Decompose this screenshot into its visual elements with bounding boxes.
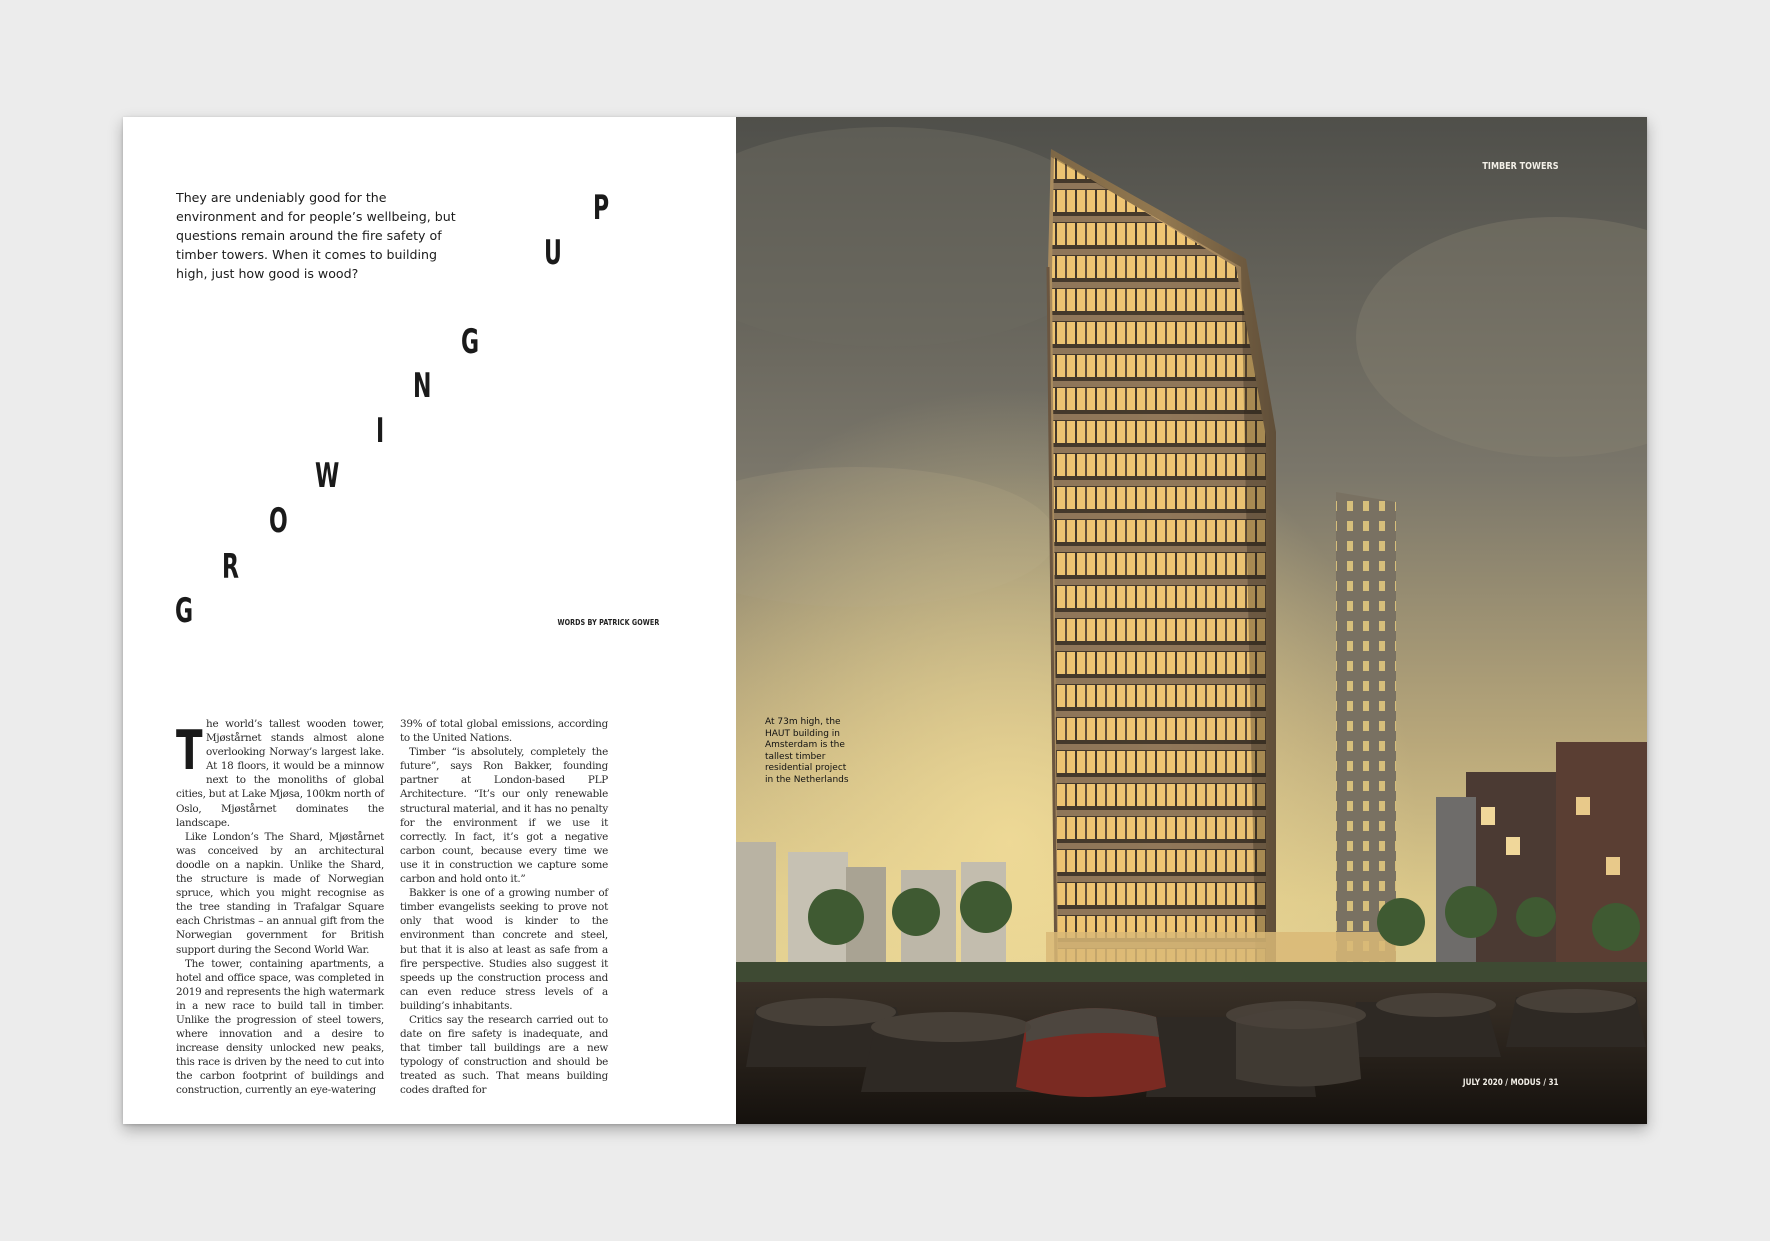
body-paragraph: 39% of total global emissions, according to the United Nations. xyxy=(400,718,608,745)
building-photo xyxy=(736,117,1647,1124)
headline-letter: G xyxy=(175,591,194,631)
magazine-spread xyxy=(123,117,1647,1124)
headline-letter: P xyxy=(593,188,610,228)
body-paragraph: Bakker is one of a growing number of timber evangelists seeking to prove not only that wood is kinder to the environment than concrete and steel, but that it is also at least as safe from a fire perspective. Studies also suggest it speeds up the construction process and can even reduce stress levels of a building’s inhabitants. xyxy=(400,887,608,1012)
body-paragraph: Like London’s The Shard, Mjøstårnet was conceived by an architectural doodle on a napkin. Unlike the Shard, the structure is made of Norwegian spruce, which you might recognise as the tree standing in Trafalgar Square each Christmas – an annual gift from the Norwegian government for British support during the Second World War. xyxy=(176,830,384,956)
section-tag: TIMBER TOWERS xyxy=(1482,161,1559,172)
body-column-1 xyxy=(176,717,384,1098)
body-paragraph: Timber “is absolutely, completely the future”, says Ron Bakker, founding partner at London-based PLP Architecture. “It’s our only renewable structural material, and it has no penalty for the environment if we use it correctly. In fact, it’s got a negative carbon count, because every time we use it in construction we capture some carbon and hold onto it.” xyxy=(400,746,608,886)
body-text: he world’s tallest wooden tower, Mjøstårnet stands almost alone overlooking Norway’s largest lake. At 18 floors, it would be a minnow next to the monoliths of global cities, but at Lake Mjøsa, 100km north of Oslo, Mjøstårnet dominates the landscape. xyxy=(176,718,384,829)
headline-letter: G xyxy=(461,322,480,362)
standfirst: They are undeniably good for the environment and for people’s wellbeing, but questions remain around the fire safety of timber towers. When it comes to building high, just how good is wood? xyxy=(176,190,456,281)
headline-letter: N xyxy=(413,366,432,406)
drop-cap: T xyxy=(176,719,203,782)
body-paragraph xyxy=(176,717,384,830)
body-paragraph: The tower, containing apartments, a hotel and office space, was completed in 2019 and represents the high watermark in a new race to build tall in timber. Unlike the progression of steel towers, where innovation and a desire to increase density unlocked new peaks, this race is driven by the need to cut into the carbon footprint of buildings and construction, currently an eye-watering xyxy=(176,957,384,1097)
photo-caption: At 73m high, the HAUT building in Amsterdam is the tallest timber residential project in the Netherlands xyxy=(765,717,849,785)
body-column-2 xyxy=(400,717,608,1098)
headline-letter: U xyxy=(544,233,562,273)
headline-letter: I xyxy=(376,411,385,451)
headline-letter: W xyxy=(315,456,340,496)
headline-letter: O xyxy=(269,501,288,541)
body-paragraph: Critics say the research carried out to date on fire safety is inadequate, and that timber tall buildings are a new typology of construction and should be treated as such. That means building codes drafted for xyxy=(400,1013,608,1097)
headline-letter: R xyxy=(222,547,239,587)
right-page xyxy=(736,117,1647,1124)
left-page xyxy=(123,117,736,1124)
byline: WORDS BY PATRICK GOWER xyxy=(557,618,659,627)
folio: JULY 2020 / MODUS / 31 xyxy=(1463,1078,1559,1088)
